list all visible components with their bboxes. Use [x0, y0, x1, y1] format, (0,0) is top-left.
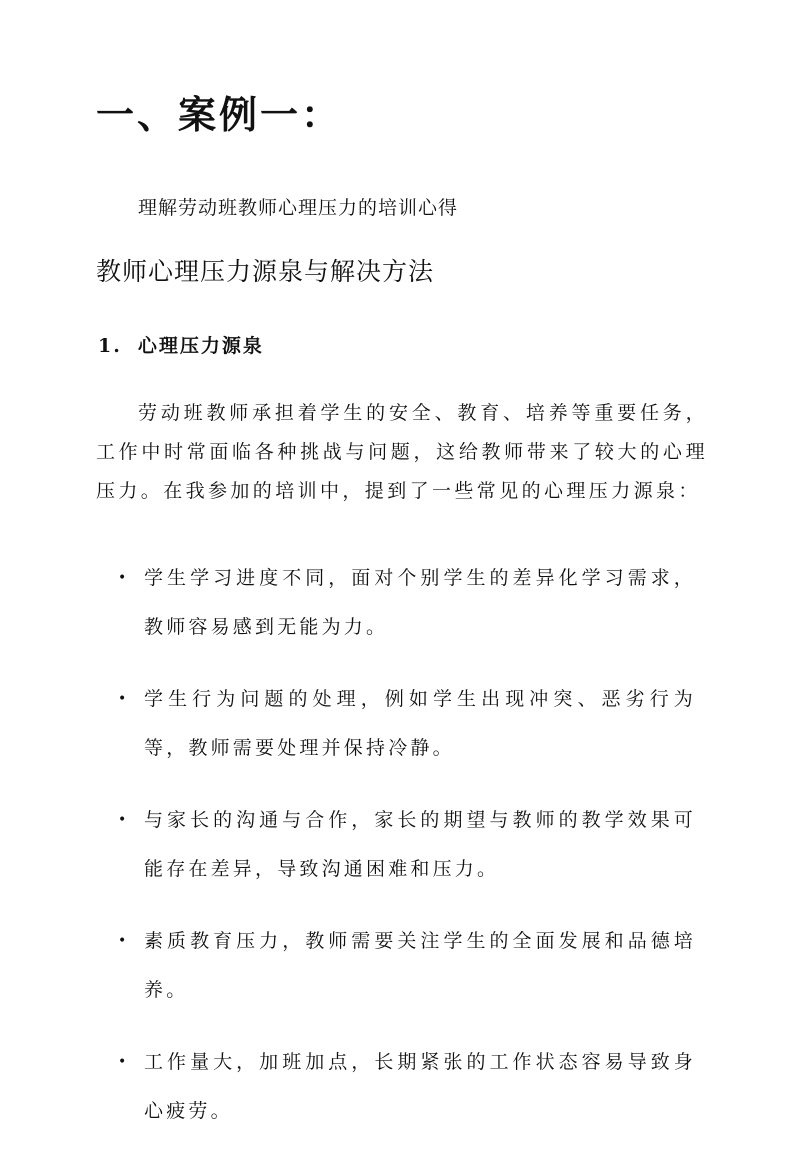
section-title: 教师心理压力源泉与解决方法 — [96, 257, 435, 286]
document-subtitle: 理解劳动班教师心理压力的培训心得 — [138, 197, 459, 219]
bullet-icon: • — [118, 1054, 130, 1070]
list-item-text: 素质教育压力，教师需要关注学生的全面发展和品德培养。 — [144, 930, 696, 1001]
list-item-text: 工作量大，加班加点，长期紧张的工作状态容易导致身心疲劳。 — [144, 1051, 696, 1122]
subsection-heading — [98, 334, 264, 359]
intro-paragraph: 劳动班教师承担着学生的安全、教育、培养等重要任务，工作中时常面临各种挑战与问题，这给教师带来了较大的心理压力。在我参加的培训中，提到了一些常见的心理压力源泉： — [96, 402, 708, 502]
list-item — [0, 1038, 696, 1136]
subsection-number: 1. — [98, 335, 122, 357]
bullet-icon: • — [118, 933, 130, 949]
list-item-text: 与家长的沟通与合作，家长的期望与教师的教学效果可能存在差异，导致沟通困难和压力。 — [144, 809, 696, 880]
list-item-text: 学生学习进度不同，面对个别学生的差异化学习需求，教师容易感到无能为力。 — [144, 567, 696, 638]
list-item-text: 学生行为问题的处理，例如学生出现冲突、恶劣行为等，教师需要处理并保持冷静。 — [144, 688, 696, 759]
subsection-title: 心理压力源泉 — [137, 335, 264, 357]
list-item — [0, 675, 696, 773]
bullet-icon: • — [118, 812, 130, 828]
bullet-icon: • — [118, 691, 130, 707]
list-item — [0, 796, 696, 894]
list-item — [0, 917, 696, 1015]
page-heading: 一、案例一： — [96, 92, 343, 137]
bullet-icon: • — [118, 570, 130, 586]
pressure-source-list — [0, 554, 800, 1159]
list-item — [0, 554, 696, 652]
